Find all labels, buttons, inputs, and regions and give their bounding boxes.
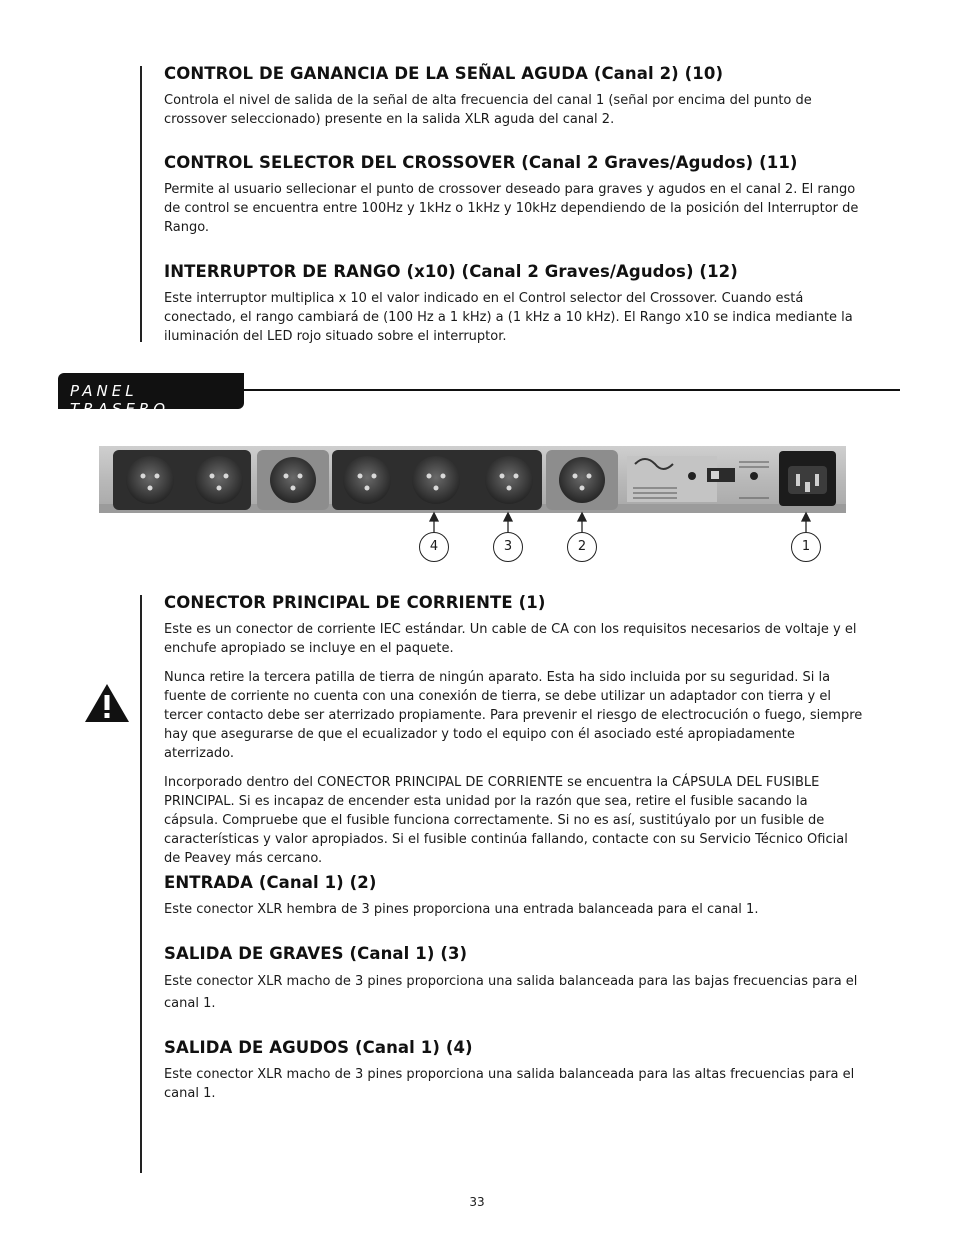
section-paragraph: Este conector XLR macho de 3 pines proporciona una salida balanceada para las bajas frecuencias para el canal 1. [164,974,858,1011]
section-paragraph: Permite al usuario sellecionar el punto de crossover deseado para graves y agudos en el canal 2. El rango de control se encuentra entre 100Hz y 1kHz o 1kHz y 10kHz dependiendo de la posición del Interruptor de Rango. [164,182,859,235]
section-range-switch [164,262,864,356]
section-heading: INTERRUPTOR DE RANGO (x10) (Canal 2 Graves/Agudos) (12) [164,262,738,281]
section-paragraph: Este es un conector de corriente IEC estándar. Un cable de CA con los requisitos necesarios de voltaje y el enchufe apropiado se incluye en el paquete. [164,622,857,656]
section-power-connector [164,593,864,878]
page-number: 33 [469,1195,485,1209]
left-rule-top [140,66,142,342]
section-paragraph: Este interruptor multiplica x 10 el valor indicado en el Control selector del Crossover. Cuando está conectado, el rango cambiará de (100 Hz a 1 kHz) a (1 kHz a 10 kHz). El Rango x10 se indica mediante la iluminación del LED rojo situado sobre el interruptor. [164,291,853,344]
warning-icon [84,683,130,723]
callout-1: 1 [791,532,821,562]
rear-panel-image [99,446,846,513]
callout-3: 3 [493,532,523,562]
banner-label: PANEL TRASERO [70,382,170,418]
section-heading: SALIDA DE GRAVES (Canal 1) (3) [164,944,468,963]
section-treble-gain [164,64,864,139]
section-paragraph: Este conector XLR hembra de 3 pines proporciona una entrada balanceada para el canal 1. [164,902,759,917]
section-heading: CONTROL DE GANANCIA DE LA SEÑAL AGUDA (Canal 2) (10) [164,64,724,83]
section-paragraph: Nunca retire la tercera patilla de tierra de ningún aparato. Esta ha sido incluida por su seguridad. Si la fuente de corriente no cuenta con una conexión de tierra, se debe utilizar un adaptador con tierra y el tercer contacto debe ser aterrizado propiamente. Para prevenir el riesgo de electrocución o fuego, siempre hay que asegurarse de que el ecualizador y todo el equipo con él asociado esté apropiadamente aterrizado. [164,670,863,761]
callout-4: 4 [419,532,449,562]
section-paragraph: Incorporado dentro del CONECTOR PRINCIPAL DE CORRIENTE se encuentra la CÁPSULA DEL FUSIBLE PRINCIPAL. Si es incapaz de encender esta unidad por la razón que sea, retire el fusible sacando la cápsula. Compruebe que el fusible funciona correctamente. Si no es así, sustitúyalo por un fusible de características y valor apropiados. Si el fusible continúa fallando, contacte con su Servicio Técnico Oficial de Peavey más cercano. [164,775,848,866]
callout-2: 2 [567,532,597,562]
section-low-output-ch1 [164,944,864,1025]
banner-rule [244,389,900,391]
section-banner [58,373,244,418]
section-heading: ENTRADA (Canal 1) (2) [164,873,377,892]
section-heading: CONECTOR PRINCIPAL DE CORRIENTE (1) [164,593,546,612]
section-heading: SALIDA DE AGUDOS (Canal 1) (4) [164,1038,473,1057]
section-high-output-ch1 [164,1038,864,1113]
section-crossover-selector [164,153,864,247]
section-paragraph: Este conector XLR macho de 3 pines proporciona una salida balanceada para las altas frecuencias para el canal 1. [164,1067,855,1101]
left-rule-bottom [140,595,142,1173]
section-input-ch1 [164,873,864,929]
section-heading: CONTROL SELECTOR DEL CROSSOVER (Canal 2 Graves/Agudos) (11) [164,153,798,172]
section-paragraph: Controla el nivel de salida de la señal de alta frecuencia del canal 1 (señal por encima del punto de crossover seleccionado) presente en la salida XLR aguda del canal 2. [164,93,812,127]
